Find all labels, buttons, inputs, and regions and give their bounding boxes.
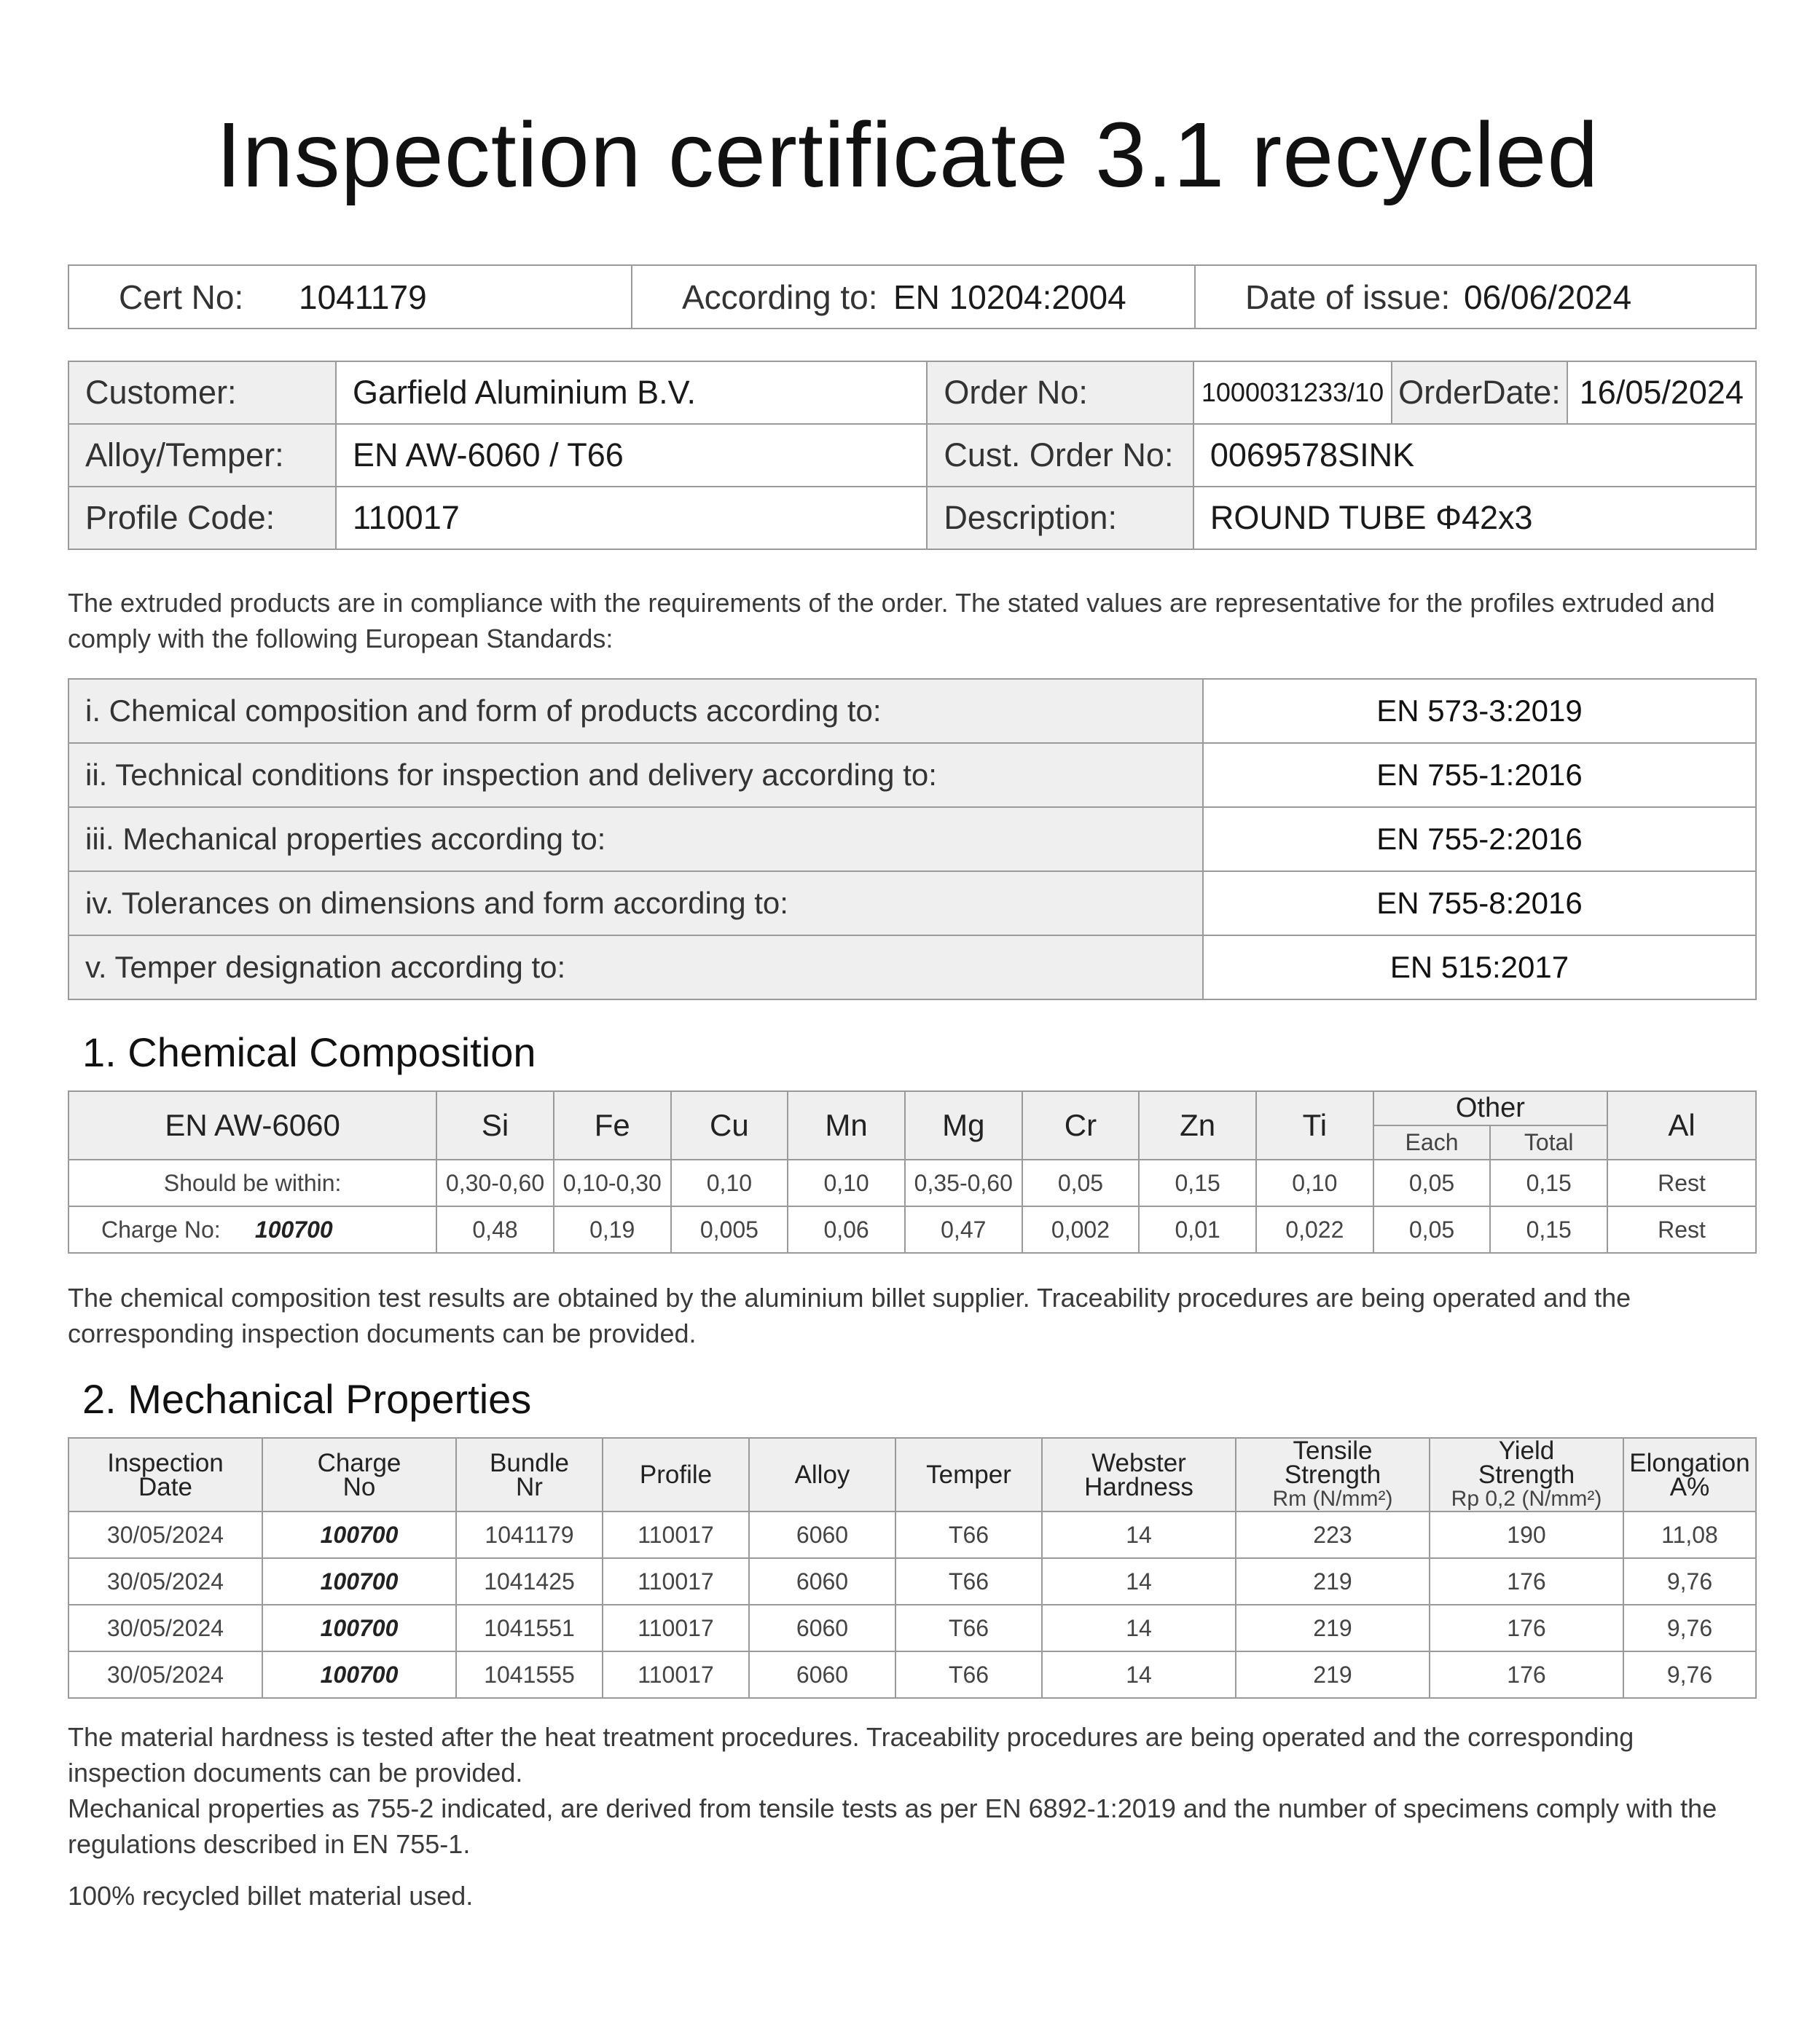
header-line: No xyxy=(342,1472,376,1501)
according-cell xyxy=(632,265,1195,329)
document-title: Inspection certificate 3.1 recycled xyxy=(216,103,1599,206)
table-row xyxy=(68,1605,1756,1651)
mechanical-note-tensile: Mechanical properties as 755-2 indicated, are derived from tensile tests as per EN 6892-1:2019 and the number of specimens comply with the regulations described in EN 755-1. xyxy=(68,1793,1717,1859)
bundle-nr-header xyxy=(456,1438,603,1512)
webster-hardness: 14 xyxy=(1042,1605,1236,1651)
other-header: Other xyxy=(1373,1091,1607,1125)
charge-no: 100700 xyxy=(262,1512,456,1558)
element-header-cu: Cu xyxy=(671,1091,788,1160)
bundle-nr: 1041179 xyxy=(456,1512,603,1558)
cert-no-cell xyxy=(68,265,632,329)
customer-info-table xyxy=(68,361,1757,550)
measured-value: 0,06 xyxy=(788,1206,905,1253)
yield-strength: 176 xyxy=(1430,1605,1623,1651)
temper: T66 xyxy=(895,1605,1042,1651)
date-of-issue-value: 06/06/2024 xyxy=(1464,278,1632,316)
tensile-strength: 219 xyxy=(1236,1605,1430,1651)
charge-no-value: 100700 xyxy=(254,1216,333,1243)
standard-row xyxy=(68,743,1756,807)
profile-code-value: 110017 xyxy=(336,487,927,549)
other-each-header: Each xyxy=(1373,1125,1491,1160)
header-line: Charge xyxy=(317,1448,401,1477)
description-label: Description: xyxy=(927,487,1193,549)
element-header-si: Si xyxy=(436,1091,554,1160)
bundle-nr: 1041551 xyxy=(456,1605,603,1651)
measured-value: 0,48 xyxy=(436,1206,554,1253)
limit-value: 0,15 xyxy=(1490,1160,1607,1206)
recycled-note: 100% recycled billet material used. xyxy=(68,1881,474,1911)
standard-value: EN 515:2017 xyxy=(1203,935,1756,999)
header-line: Inspection xyxy=(107,1448,224,1477)
tensile-strength-header xyxy=(1236,1438,1430,1512)
chemical-note: The chemical composition test results are obtained by the aluminium billet supplier. Traceability procedures are being operated and the corresponding inspection documents can be provided. xyxy=(68,1283,1631,1348)
standard-label: iv. Tolerances on dimensions and form according to: xyxy=(68,871,1203,935)
profile: 110017 xyxy=(603,1558,749,1605)
inspection-date: 30/05/2024 xyxy=(68,1512,262,1558)
should-be-within-label: Should be within: xyxy=(68,1160,436,1206)
inspection-date: 30/05/2024 xyxy=(68,1605,262,1651)
table-row xyxy=(68,1558,1756,1605)
temper: T66 xyxy=(895,1512,1042,1558)
header-line: Elongation xyxy=(1629,1448,1750,1477)
order-date-label: OrderDate: xyxy=(1392,361,1567,424)
standard-label: v. Temper designation according to: xyxy=(68,935,1203,999)
cert-info-table xyxy=(68,264,1757,329)
yield-strength: 190 xyxy=(1430,1512,1623,1558)
temper: T66 xyxy=(895,1558,1042,1605)
standard-value: EN 755-1:2016 xyxy=(1203,743,1756,807)
header-line: Strength xyxy=(1284,1461,1381,1489)
table-row xyxy=(68,1651,1756,1698)
standard-label: iii. Mechanical properties according to: xyxy=(68,807,1203,871)
alloy-temper-value: EN AW-6060 / T66 xyxy=(336,424,927,487)
profile: 110017 xyxy=(603,1605,749,1651)
measured-value: 0,022 xyxy=(1256,1206,1373,1253)
yield-strength: 176 xyxy=(1430,1558,1623,1605)
limit-value: 0,10-0,30 xyxy=(554,1160,671,1206)
order-no-label: Order No: xyxy=(927,361,1193,424)
inspection-date: 30/05/2024 xyxy=(68,1558,262,1605)
standards-table xyxy=(68,678,1757,1000)
bundle-nr: 1041555 xyxy=(456,1651,603,1698)
limit-value: 0,10 xyxy=(1256,1160,1373,1206)
header-line: Date xyxy=(138,1472,192,1501)
chemical-composition-heading: 1. Chemical Composition xyxy=(82,1029,536,1075)
limit-value: 0,35-0,60 xyxy=(905,1160,1022,1206)
chemical-composition-table xyxy=(68,1090,1757,1254)
profile: 110017 xyxy=(603,1651,749,1698)
alloy: 6060 xyxy=(749,1651,895,1698)
according-value: EN 10204:2004 xyxy=(893,278,1126,316)
charge-no: 100700 xyxy=(262,1558,456,1605)
limit-value: 0,15 xyxy=(1139,1160,1256,1206)
cust-order-no-value: 0069578SINK xyxy=(1193,424,1756,487)
header-line: Nr xyxy=(516,1472,543,1501)
charge-no: 100700 xyxy=(262,1605,456,1651)
cert-no-value: 1041179 xyxy=(299,278,427,316)
element-header-zn: Zn xyxy=(1139,1091,1256,1160)
elongation: 9,76 xyxy=(1623,1558,1756,1605)
measured-value: Rest xyxy=(1607,1206,1756,1253)
other-total-header: Total xyxy=(1490,1125,1607,1160)
standard-label: i. Chemical composition and form of products according to: xyxy=(68,679,1203,743)
header-line: Hardness xyxy=(1084,1472,1193,1501)
temper: T66 xyxy=(895,1651,1042,1698)
should-be-within-row xyxy=(68,1160,1756,1206)
standard-value: EN 755-2:2016 xyxy=(1203,807,1756,871)
header-line: Yield xyxy=(1498,1436,1555,1465)
standard-value: EN 573-3:2019 xyxy=(1203,679,1756,743)
element-header-mg: Mg xyxy=(905,1091,1022,1160)
profile: 110017 xyxy=(603,1512,749,1558)
date-of-issue-label: Date of issue: xyxy=(1245,278,1451,316)
inspection-date: 30/05/2024 xyxy=(68,1651,262,1698)
alloy: 6060 xyxy=(749,1558,895,1605)
alloy-temper-label: Alloy/Temper: xyxy=(68,424,336,487)
standard-label: ii. Technical conditions for inspection and delivery according to: xyxy=(68,743,1203,807)
order-no-value: 1000031233/10 xyxy=(1193,361,1392,424)
alloy: 6060 xyxy=(749,1605,895,1651)
header-unit: Rp 0,2 (N/mm²) xyxy=(1451,1487,1602,1511)
standard-row xyxy=(68,679,1756,743)
according-label: According to: xyxy=(682,278,878,316)
limit-value: 0,10 xyxy=(788,1160,905,1206)
alloy: 6060 xyxy=(749,1512,895,1558)
elongation-header xyxy=(1623,1438,1756,1512)
charge-no-label: Charge No: xyxy=(101,1216,221,1243)
measured-value: 0,005 xyxy=(671,1206,788,1253)
table-row xyxy=(68,1512,1756,1558)
standard-value: EN 755-8:2016 xyxy=(1203,871,1756,935)
webster-hardness: 14 xyxy=(1042,1512,1236,1558)
alloy-header: EN AW-6060 xyxy=(68,1091,436,1160)
tensile-strength: 223 xyxy=(1236,1512,1430,1558)
alloy-header: Alloy xyxy=(749,1438,895,1512)
date-of-issue-cell xyxy=(1195,265,1756,329)
limit-value: 0,05 xyxy=(1022,1160,1140,1206)
inspection-date-header xyxy=(68,1438,262,1512)
order-date-value: 16/05/2024 xyxy=(1567,361,1756,424)
cust-order-no-label: Cust. Order No: xyxy=(927,424,1193,487)
measured-value: 0,01 xyxy=(1139,1206,1256,1253)
measured-value: 0,19 xyxy=(554,1206,671,1253)
webster-hardness: 14 xyxy=(1042,1558,1236,1605)
customer-value: Garfield Aluminium B.V. xyxy=(336,361,927,424)
profile-code-label: Profile Code: xyxy=(68,487,336,549)
limit-value: 0,30-0,60 xyxy=(436,1160,554,1206)
measured-value: 0,15 xyxy=(1490,1206,1607,1253)
temper-header: Temper xyxy=(895,1438,1042,1512)
elongation: 9,76 xyxy=(1623,1605,1756,1651)
header-line: Tensile xyxy=(1293,1436,1373,1465)
mechanical-properties-table xyxy=(68,1437,1757,1699)
mechanical-properties-heading: 2. Mechanical Properties xyxy=(82,1376,532,1422)
header-line: Bundle xyxy=(490,1448,569,1477)
tensile-strength: 219 xyxy=(1236,1558,1430,1605)
element-header-cr: Cr xyxy=(1022,1091,1140,1160)
yield-strength-header xyxy=(1430,1438,1623,1512)
limit-value: 0,05 xyxy=(1373,1160,1491,1206)
charge-row xyxy=(68,1206,1756,1253)
element-header-fe: Fe xyxy=(554,1091,671,1160)
standard-row xyxy=(68,935,1756,999)
al-header: Al xyxy=(1607,1091,1756,1160)
profile-header: Profile xyxy=(603,1438,749,1512)
header-unit: Rm (N/mm²) xyxy=(1272,1487,1393,1511)
element-header-ti: Ti xyxy=(1256,1091,1373,1160)
standard-row xyxy=(68,871,1756,935)
mechanical-note-hardness: The material hardness is tested after the heat treatment procedures. Traceability procedures are being operated and the corresponding inspection documents can be provided. xyxy=(68,1722,1634,1788)
tensile-strength: 219 xyxy=(1236,1651,1430,1698)
description-value: ROUND TUBE Φ42x3 xyxy=(1193,487,1756,549)
customer-label: Customer: xyxy=(68,361,336,424)
limit-value: 0,10 xyxy=(671,1160,788,1206)
measured-value: 0,47 xyxy=(905,1206,1022,1253)
webster-hardness-header xyxy=(1042,1438,1236,1512)
bundle-nr: 1041425 xyxy=(456,1558,603,1605)
charge-no: 100700 xyxy=(262,1651,456,1698)
charge-cell xyxy=(68,1206,436,1253)
header-line: Webster xyxy=(1091,1448,1186,1477)
elongation: 11,08 xyxy=(1623,1512,1756,1558)
webster-hardness: 14 xyxy=(1042,1651,1236,1698)
cert-no-label: Cert No: xyxy=(119,278,244,316)
elongation: 9,76 xyxy=(1623,1651,1756,1698)
measured-value: 0,002 xyxy=(1022,1206,1140,1253)
standard-row xyxy=(68,807,1756,871)
compliance-text: The extruded products are in compliance with the requirements of the order. The stated values are representative for the profiles extruded and comply with the following European Standards: xyxy=(68,588,1715,653)
yield-strength: 176 xyxy=(1430,1651,1623,1698)
limit-value: Rest xyxy=(1607,1160,1756,1206)
charge-no-header xyxy=(262,1438,456,1512)
header-line: A% xyxy=(1669,1472,1710,1501)
header-line: Strength xyxy=(1478,1461,1575,1489)
measured-value: 0,05 xyxy=(1373,1206,1491,1253)
element-header-mn: Mn xyxy=(788,1091,905,1160)
